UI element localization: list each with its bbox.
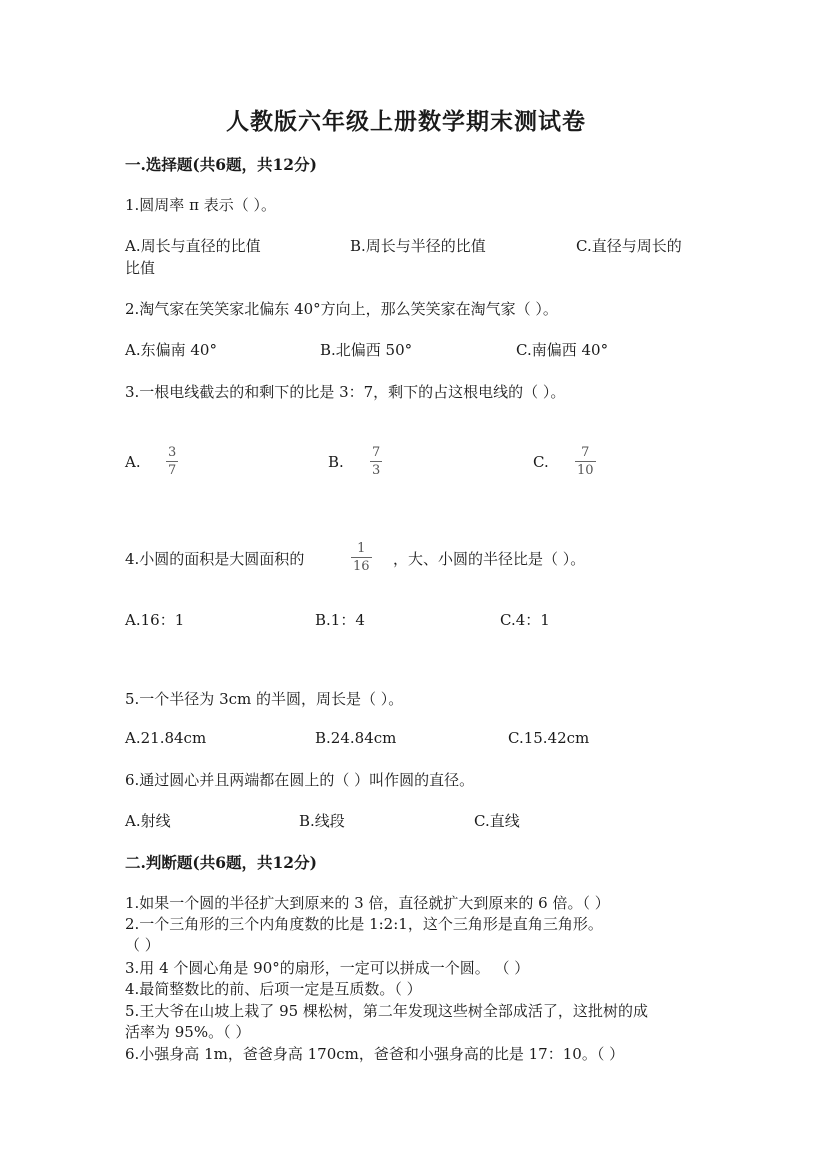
q3-option-a-fraction <box>166 446 178 477</box>
q4-option-a: A.16：1 <box>125 611 185 629</box>
question-6: 6.通过圆心并且两端都在圆上的（ ）叫作圆的直径。 <box>125 771 475 789</box>
judgement-line: 5.王大爷在山坡上栽了 95 棵松树，第二年发现这些树全部成活了，这批树的成 <box>125 1002 648 1020</box>
q5-option-b: B.24.84cm <box>315 729 397 747</box>
q6-option-c: C.直线 <box>474 812 520 830</box>
q4-option-c: C.4：1 <box>500 611 550 629</box>
q5-option-a: A.21.84cm <box>125 729 207 747</box>
fraction-denominator: 10 <box>577 463 594 478</box>
q2-option-a: A.东偏南 40° <box>125 341 217 359</box>
q3-option-b-fraction <box>370 446 382 477</box>
q4-option-b: B.1：4 <box>315 611 365 629</box>
page-title: 人教版六年级上册数学期末测试卷 <box>226 108 586 135</box>
question-2: 2.淘气家在笑笑家北偏东 40°方向上，那么笑笑家在淘气家（ ）。 <box>125 300 558 318</box>
q3-option-c-label: C. <box>533 453 549 471</box>
judgement-line: 4.最简整数比的前、后项一定是互质数。（ ） <box>125 980 422 998</box>
judgement-line: 3.用 4 个圆心角是 90°的扇形，一定可以拼成一个圆。 （ ） <box>125 959 530 977</box>
q6-option-b: B.线段 <box>299 812 345 830</box>
question-3: 3.一根电线截去的和剩下的比是 3：7，剩下的占这根电线的（ ）。 <box>125 383 566 401</box>
q5-option-c: C.15.42cm <box>508 729 590 747</box>
question-5: 5.一个半径为 3cm 的半圆，周长是（ ）。 <box>125 690 404 708</box>
q6-option-a: A.射线 <box>125 812 171 830</box>
question-4-text-after: ，大、小圆的半径比是（ ）。 <box>393 550 586 568</box>
question-4-text-before: 4.小圆的面积是大圆面积的 <box>125 550 305 568</box>
judgement-line: 1.如果一个圆的半径扩大到原来的 3 倍，直径就扩大到原来的 6 倍。（ ） <box>125 894 610 912</box>
judgement-line: 6.小强身高 1m，爸爸身高 170cm，爸爸和小强身高的比是 17：10。（ ） <box>125 1045 625 1063</box>
q1-option-c: C.直径与周长的 <box>576 237 682 255</box>
fraction-numerator: 1 <box>357 541 366 556</box>
fraction-denominator: 16 <box>353 559 370 574</box>
q1-option-b: B.周长与半径的比值 <box>350 237 486 255</box>
section-heading-judgement: 二.判断题(共6题，共12分) <box>125 853 317 872</box>
q2-option-c: C.南偏西 40° <box>516 341 609 359</box>
q3-option-a-label: A. <box>125 453 141 471</box>
q3-option-b-label: B. <box>328 453 344 471</box>
judgement-line: （ ） <box>125 936 160 954</box>
q2-option-b: B.北偏西 50° <box>320 341 413 359</box>
q4-fraction <box>351 542 372 573</box>
question-1: 1.圆周率 π 表示（ ）。 <box>125 196 276 214</box>
section-heading-choice: 一.选择题(共6题，共12分) <box>125 155 317 174</box>
fraction-denominator: 7 <box>168 463 177 478</box>
fraction-numerator: 7 <box>372 445 381 460</box>
fraction-numerator: 3 <box>168 445 177 460</box>
judgement-line: 活率为 95%。（ ） <box>125 1023 251 1041</box>
judgement-line: 2.一个三角形的三个内角度数的比是 1:2:1，这个三角形是直角三角形。 <box>125 915 603 933</box>
fraction-numerator: 7 <box>581 445 590 460</box>
q1-option-c-wrap: 比值 <box>125 259 156 277</box>
q1-option-a: A.周长与直径的比值 <box>125 237 261 255</box>
fraction-denominator: 3 <box>372 463 381 478</box>
q3-option-c-fraction <box>575 446 596 477</box>
